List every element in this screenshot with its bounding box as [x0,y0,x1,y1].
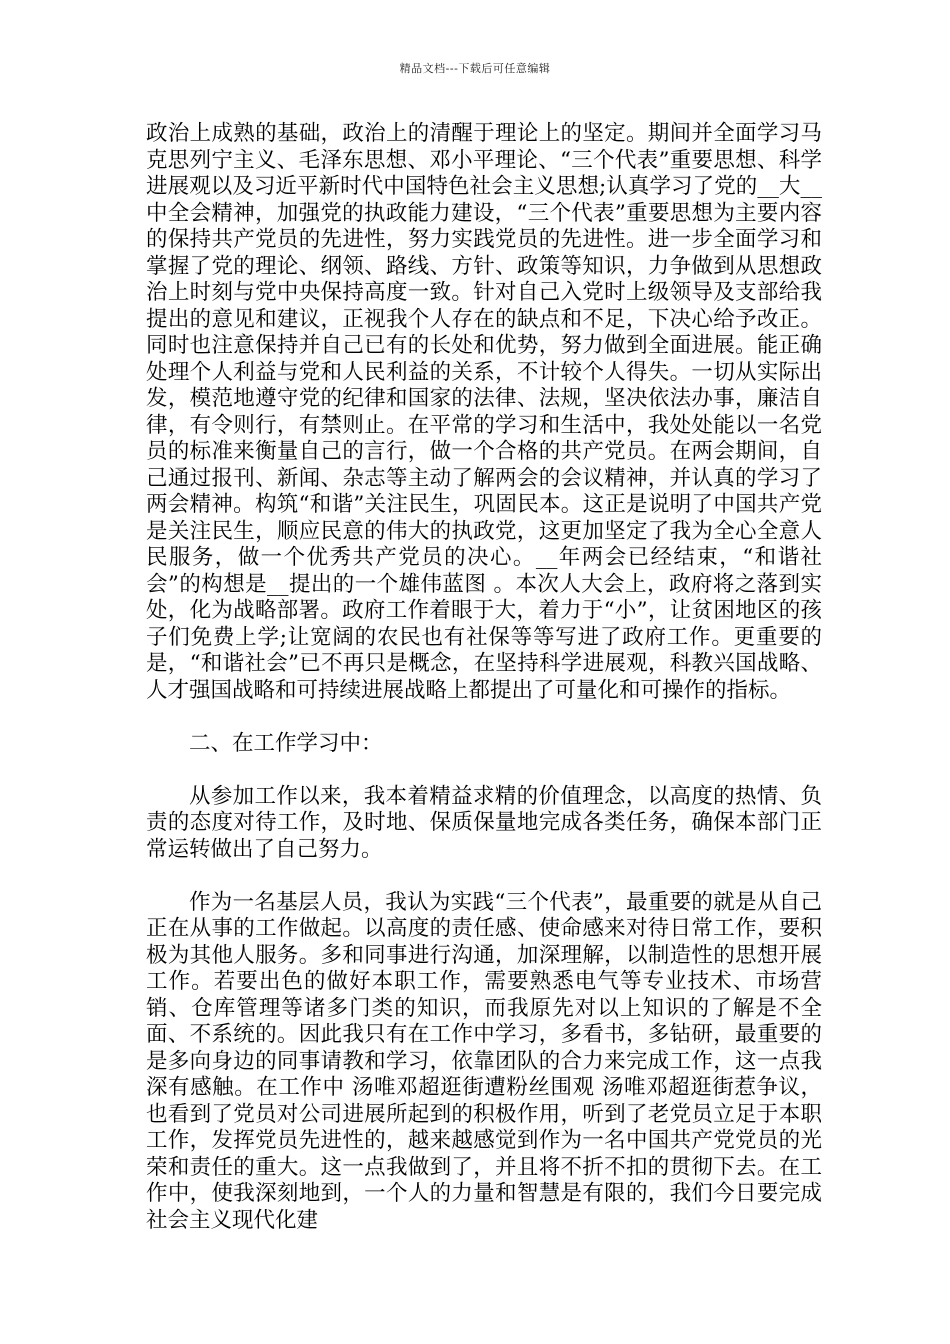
paragraph-work-attitude: 从参加工作以来，我本着精益求精的价值理念，以高度的热情、负责的态度对待工作，及时地、保质保量地完成各类任务，确保本部门正常运转做出了自己努力。 [146,783,822,862]
document-body [146,121,822,1234]
paragraph-political-study: 政治上成熟的基础，政治上的清醒于理论上的坚定。期间并全面学习马克思列宁主义、毛泽东思想、邓小平理论、“三个代表”重要思想、科学进展观以及习近平新时代中国特色社会主义思想;认真学习了党的__大__中全会精神，加强党的执政能力建设，“三个代表”重要思想为主要内容的保持共产党员的先进性，努力实践党员的先进性。进一步全面学习和掌握了党的理论、纲领、路线、方针、政策等知识，力争做到从思想政治上时刻与党中央保持高度一致。针对自己入党时上级领导及支部给我提出的意见和建议，正视我个人存在的缺点和不足，下决心给予改正。同时也注意保持并自己已有的长处和优势，努力做到全面进展。能正确处理个人利益与党和人民利益的关系，不计较个人得失。一切从实际出发，模范地遵守党的纪律和国家的法律、法规，坚决依法办事，廉洁自律，有令则行，有禁则止。在平常的学习和生活中，我处处能以一名党员的标准来衡量自己的言行，做一个合格的共产党员。在两会期间，自己通过报刊、新闻、杂志等主动了解两会的会议精神，并认真的学习了两会精神。构筑“和谐”关注民生，巩固民本。这正是说明了中国共产党是关注民生，顺应民意的伟大的执政党，这更加坚定了我为全心全意人民服务，做一个优秀共产党员的决心。__年两会已经结束，“和谐社会”的构想是__提出的一个雄伟蓝图 。本次人大会上，政府将之落到实处，化为战略部署。政府工作着眼于大，着力于“小”，让贫困地区的孩子们免费上学;让宽阔的农民也有社保等等写进了政府工作。更重要的是，“和谐社会”已不再只是概念，在坚持科学进展观，科教兴国战略、人才强国战略和可持续进展战略上都提出了可量化和可操作的指标。 [146,121,822,703]
section-heading-work-study: 二、在工作学习中： [189,730,383,756]
page-header: 精品文档---下载后可任意编辑 [399,62,551,75]
paragraph-grassroots-practice: 作为一名基层人员，我认为实践“三个代表”，最重要的就是从自己正在从事的工作做起。以高度的责任感、使命感来对待日常工作，要积极为其他人服务。多和同事进行沟通，加深理解，以制造性的思想开展工作。若要出色的做好本职工作，需要熟悉电气等专业技术、市场营销、仓库管理等诸多门类的知识，而我原先对以上知识的了解是不全面、不系统的。因此我只有在工作中学习，多看书，多钻研，最重要的是多向身边的同事请教和学习，依靠团队的合力来完成工作，这一点我深有感触。在工作中 汤唯邓超逛街遭粉丝围观 汤唯邓超逛街惹争议，也看到了党员对公司进展所起到的积极作用，听到了老党员立足于本职工作，发挥党员先进性的，越来越感觉到作为一名中国共产党党员的光荣和责任的重大。这一点我做到了，并且将不折不扣的贯彻下去。在工作中，使我深刻地到，一个人的力量和智慧是有限的，我们今日要完成社会主义现代化建 [146,889,822,1233]
